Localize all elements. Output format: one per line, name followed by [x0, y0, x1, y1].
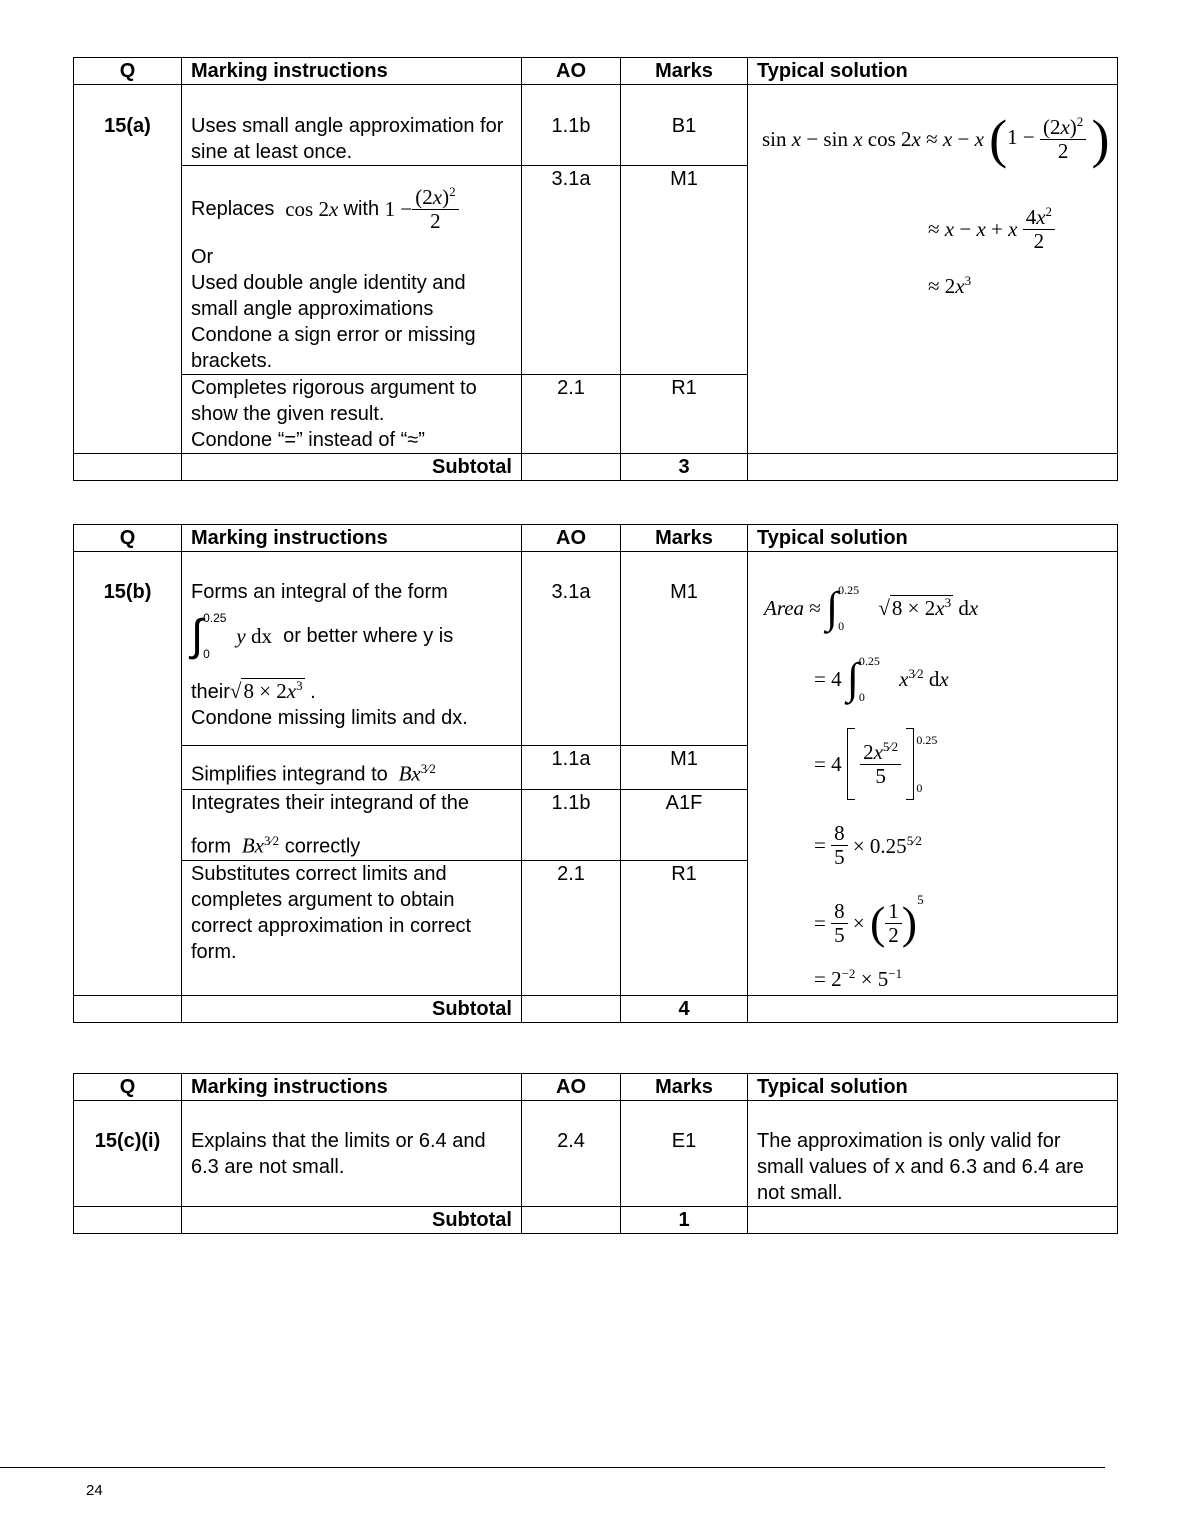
header-ao: AO [522, 525, 621, 552]
instruction-text: Simplifies integrand to $Bx^{3⁄2}$ [182, 746, 522, 790]
instruction-text: Substitutes correct limits and completes argument to obtain correct approximation in correct form. [182, 860, 522, 995]
form-label: form [191, 835, 231, 858]
header-solution: Typical solution [748, 58, 1118, 85]
header-instructions: Marking instructions [182, 1074, 522, 1101]
subtotal-label: Subtotal [182, 1207, 522, 1234]
solution-line-4: = $\frac{8}{5}$ × $0.25^{5⁄2}$ [814, 821, 922, 870]
solution-line-2: ≈ x − x + x $\frac{4x^2}{2}$ [928, 205, 1055, 253]
header-q: Q [74, 525, 182, 552]
header-q: Q [74, 58, 182, 85]
header-marks: Marks [621, 525, 748, 552]
solution-line-6: = $2^{-2} \times 5^{-1}$ [814, 966, 903, 991]
subtotal-label: Subtotal [182, 995, 522, 1022]
form-integral-text: Forms an integral of the form [191, 581, 448, 603]
empty-cell [74, 995, 182, 1022]
empty-cell [748, 1207, 1118, 1234]
solution-area-line: Area ≈ ∫0.25 0 $√8 \times 2x^3$ dx [764, 583, 979, 633]
solution-line-3: = 4 $\frac{2x^{5⁄2}}{5}$ 0.25 0 [814, 728, 937, 800]
condone-text: Condone “=” instead of “≈” [191, 429, 425, 451]
mark-code: M1 [621, 746, 748, 790]
alternative-text: Used double angle identity and small angle approximations [191, 272, 466, 320]
header-ao: AO [522, 1074, 621, 1101]
empty-cell [522, 1207, 621, 1234]
mark-code: B1 [621, 85, 748, 166]
page-number: 24 [86, 1482, 103, 1499]
question-number: 15(a) [74, 85, 182, 454]
ao-value: 1.1b [522, 85, 621, 166]
mark-code: M1 [621, 166, 748, 375]
subtotal-label: Subtotal [182, 454, 522, 481]
ao-value: 2.1 [522, 375, 621, 454]
solution-line-3: ≈ $2x^3$ [928, 273, 972, 298]
ao-value: 2.1 [522, 860, 621, 995]
solution-line-1: sin x − sin x cos 2x ≈ x − x (1 − $\frac{(2x)^2}{2}$ ) [762, 109, 1110, 169]
footer-rule [0, 1467, 1105, 1468]
integrates-text: Integrates their integrand of the [191, 792, 469, 814]
empty-cell [748, 995, 1118, 1022]
ao-value: 1.1b [522, 790, 621, 861]
mark-code: E1 [621, 1101, 748, 1207]
header-ao: AO [522, 58, 621, 85]
with-label: with [343, 198, 380, 220]
instruction-text: Forms an integral of the form ∫ 0.25 0 y dx or better where y is their√8 × $2x^3$ . Condone missing limits and dx. [182, 552, 522, 746]
solution-line-5: = $\frac{8}{5}$ × ( $\frac{1}{2}$ )$^5$ [814, 892, 924, 949]
header-marks: Marks [621, 1074, 748, 1101]
mark-code: R1 [621, 860, 748, 995]
empty-cell [522, 995, 621, 1022]
empty-cell [74, 454, 182, 481]
header-q: Q [74, 1074, 182, 1101]
header-marks: Marks [621, 58, 748, 85]
instruction-text: Uses small angle approximation for sine at least once. [182, 85, 522, 166]
replaces-label: Replaces [191, 198, 275, 220]
solution-line-2: = 4 ∫0.25 0 $x^{3⁄2}$ dx [814, 654, 949, 704]
condone-text: Condone a sign error or missing brackets. [191, 324, 476, 372]
mark-code: M1 [621, 552, 748, 746]
header-solution: Typical solution [748, 525, 1118, 552]
typical-solution: The approximation is only valid for small values of x and 6.3 and 6.4 are not small. [748, 1101, 1118, 1207]
header-instructions: Marking instructions [182, 525, 522, 552]
empty-cell [522, 454, 621, 481]
instruction-text: Replaces cos 2x with 1 − $\frac{(2x)^2}{2}$ Or Used double angle identity and small angle approximations Condone a sign error or missing brackets. [182, 166, 522, 375]
subtotal-value: 1 [621, 1207, 748, 1234]
question-number: 15(c)(i) [74, 1101, 182, 1207]
marking-table-15ci [73, 1073, 1118, 1234]
empty-cell [748, 454, 1118, 481]
their-label: their [191, 681, 230, 703]
or-better-text: or better where y is [283, 625, 454, 647]
or-label: Or [191, 246, 214, 268]
ao-value: 3.1a [522, 166, 621, 375]
argument-text: Completes rigorous argument to show the given result. [191, 377, 477, 425]
mark-code: A1F [621, 790, 748, 861]
condone-text: Condone missing limits and dx. [191, 707, 468, 729]
empty-cell [74, 1207, 182, 1234]
instruction-text [182, 375, 522, 454]
question-number: 15(b) [74, 552, 182, 996]
header-instructions: Marking instructions [182, 58, 522, 85]
simplifies-text: Simplifies integrand to [191, 763, 388, 786]
mark-code: R1 [621, 375, 748, 454]
header-solution: Typical solution [748, 1074, 1118, 1101]
instruction-text: Integrates their integrand of the form $Bx^{3⁄2}$ correctly [182, 790, 522, 861]
ao-value: 2.4 [522, 1101, 621, 1207]
ao-value: 1.1a [522, 746, 621, 790]
ao-value: 3.1a [522, 552, 621, 746]
subtotal-value: 4 [621, 995, 748, 1022]
subtotal-value: 3 [621, 454, 748, 481]
correctly-label: correctly [284, 835, 361, 858]
instruction-text: Explains that the limits or 6.4 and 6.3 are not small. [182, 1101, 522, 1207]
